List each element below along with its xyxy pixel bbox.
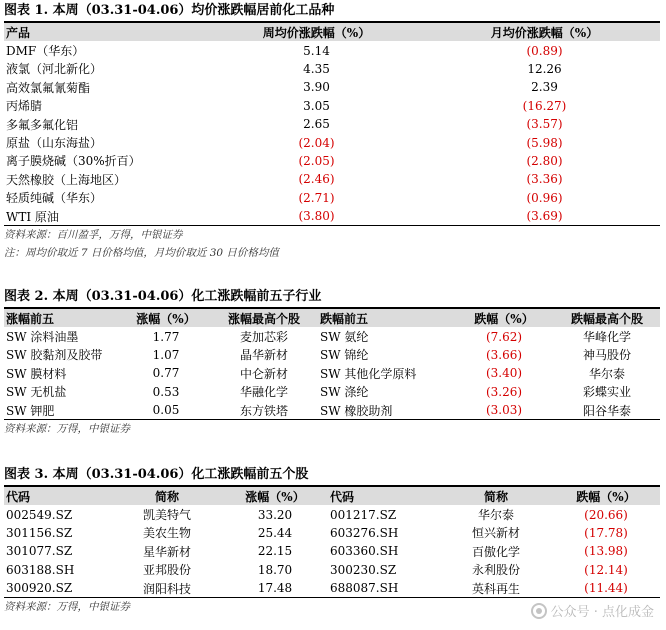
table2-section: [4, 288, 660, 438]
table1-title: 图表 1. 本周（03.31-04.06）均价涨跌幅居前化工品种: [4, 2, 660, 23]
weekly-change: (2.04): [298, 135, 335, 150]
gainer-pct: 22.15: [257, 544, 293, 559]
loser-pct: (12.14): [584, 562, 628, 577]
product-name: 多氟多氟化铝: [6, 117, 79, 132]
table3-header-row: [4, 487, 660, 505]
loser-top-stock: 彩蝶实业: [582, 385, 631, 400]
table3-row: [4, 542, 660, 560]
table1-row: [4, 78, 660, 96]
monthly-change: (0.96): [526, 190, 563, 205]
table3-section: [4, 466, 660, 616]
table2-row: [4, 401, 660, 420]
table3-header: 代码: [328, 487, 440, 505]
table1-row: [4, 60, 660, 78]
table1-row: [4, 170, 660, 188]
product-name: 高效氯氟氰菊酯: [6, 80, 91, 95]
loser-industry: SW 锦纶: [320, 348, 369, 363]
watermark: [531, 601, 654, 620]
loser-name: 英科再生: [440, 579, 552, 598]
weekly-change: 2.65: [303, 117, 330, 132]
monthly-change: (2.80): [526, 153, 563, 168]
table2-header: 涨幅最高个股: [210, 309, 318, 327]
table1-row: [4, 189, 660, 207]
loser-industry: SW 橡胶助剂: [318, 401, 454, 420]
loser-industry: SW 涤纶: [320, 385, 369, 400]
weekly-change: 3.05: [303, 98, 330, 113]
product-name: DMF（华东）: [6, 44, 85, 59]
gainer-industry: SW 钾肥: [4, 401, 122, 420]
gainer-name: 亚邦股份: [142, 563, 191, 578]
weekly-change: (2.05): [298, 153, 335, 168]
loser-top-stock: 阳谷华泰: [554, 401, 660, 420]
watermark-text: 公众号 · 点化成金: [550, 605, 654, 620]
loser-top-stock: 华峰化学: [582, 330, 631, 345]
gainer-top-stock: 晶华新材: [239, 348, 288, 363]
product-name: 轻质纯碱（华东）: [6, 191, 103, 206]
table3: [4, 487, 660, 598]
table1-header: 产品: [4, 23, 204, 41]
loser-top-stock: 神马股份: [582, 348, 631, 363]
wechat-icon: [531, 603, 547, 619]
gainer-pct: 1.77: [152, 329, 180, 344]
monthly-change: (3.57): [526, 117, 563, 132]
monthly-change: (5.98): [526, 135, 563, 150]
loser-industry: SW 其他化学原料: [320, 366, 417, 381]
weekly-change: (3.80): [204, 207, 429, 226]
gainer-code: 603188.SH: [6, 562, 75, 577]
gainer-pct: 17.48: [222, 579, 328, 598]
monthly-change: (3.36): [526, 172, 563, 187]
monthly-change: (0.89): [526, 43, 563, 58]
table1-note: 注：周均价取近 7 日价格均值，月均价取近 30 日价格均值: [4, 247, 279, 260]
table3-header: 涨幅（%）: [222, 487, 328, 505]
gainer-name: 星华新材: [142, 544, 191, 559]
table1: [4, 23, 660, 226]
table2-header: 跌幅前五: [318, 309, 454, 327]
loser-pct: (13.98): [584, 544, 628, 559]
loser-pct: (3.03): [454, 401, 554, 420]
table2-header: 涨幅（%）: [122, 309, 210, 327]
table2-row: [4, 383, 660, 401]
table1-source: 资料来源：百川盈孚，万得，中银证券: [4, 229, 183, 242]
gainer-industry: SW 无机盐: [6, 385, 67, 400]
table1-section: [4, 2, 660, 262]
gainer-name: 凯美特气: [142, 508, 191, 523]
product-name: 天然橡胶（上海地区）: [6, 172, 127, 187]
product-name: WTI 原油: [4, 207, 204, 226]
loser-industry: SW 氨纶: [320, 330, 369, 345]
gainer-top-stock: 东方铁塔: [210, 401, 318, 420]
gainer-name: 润阳科技: [112, 579, 222, 598]
table3-header: 代码: [4, 487, 112, 505]
weekly-change: 3.90: [303, 80, 330, 95]
loser-pct: (7.62): [485, 329, 523, 344]
loser-code: 603360.SH: [330, 544, 399, 559]
loser-pct: (3.66): [485, 347, 523, 362]
product-name: 离子膜烧碱（30%折百）: [6, 154, 141, 169]
table1-header: 周均价涨跌幅（%）: [204, 23, 429, 41]
monthly-change: 2.39: [531, 80, 558, 95]
table2-row: [4, 327, 660, 345]
gainer-pct: 1.07: [152, 347, 180, 362]
loser-code: 603276.SH: [330, 525, 399, 540]
table2: [4, 309, 660, 420]
loser-code: 688087.SH: [328, 579, 440, 598]
table2-row: [4, 346, 660, 364]
monthly-change: (16.27): [522, 98, 567, 113]
gainer-code: 002549.SZ: [6, 507, 73, 522]
table1-row: [4, 152, 660, 170]
loser-top-stock: 华尔泰: [588, 366, 625, 381]
loser-pct: (17.78): [584, 525, 628, 540]
gainer-industry: SW 涂料油墨: [6, 330, 79, 345]
table1-row: [4, 133, 660, 151]
table2-header: 跌幅（%）: [454, 309, 554, 327]
gainer-top-stock: 麦加芯彩: [239, 330, 288, 345]
table3-row: [4, 505, 660, 523]
monthly-change: 12.26: [527, 61, 562, 76]
table3-header: 跌幅（%）: [552, 487, 660, 505]
table1-row: [4, 207, 660, 226]
table1-row: [4, 115, 660, 133]
loser-name: 华尔泰: [477, 508, 514, 523]
loser-pct: (20.66): [584, 507, 628, 522]
loser-pct: (3.40): [485, 366, 523, 381]
weekly-change: 5.14: [303, 43, 330, 58]
product-name: 原盐（山东海盐）: [6, 136, 103, 151]
product-name: 丙烯腈: [6, 99, 43, 114]
gainer-code: 300920.SZ: [4, 579, 112, 598]
loser-pct: (3.26): [485, 384, 523, 399]
table3-title: 图表 3. 本周（03.31-04.06）化工涨跌幅前五个股: [4, 466, 660, 487]
loser-name: 永利股份: [471, 563, 520, 578]
gainer-pct: 33.20: [257, 507, 293, 522]
gainer-pct: 0.77: [152, 366, 180, 381]
table2-header: 涨幅前五: [4, 309, 122, 327]
loser-code: 300230.SZ: [330, 562, 397, 577]
table3-row: [4, 561, 660, 579]
table2-header: 跌幅最高个股: [554, 309, 660, 327]
monthly-change: (3.69): [429, 207, 660, 226]
loser-pct: (11.44): [552, 579, 660, 598]
table1-row: [4, 97, 660, 115]
table2-source: 资料来源：万得，中银证券: [4, 423, 130, 436]
table2-title: 图表 2. 本周（03.31-04.06）化工涨跌幅前五子行业: [4, 288, 660, 309]
table2-row: [4, 364, 660, 382]
gainer-pct: 25.44: [257, 525, 293, 540]
gainer-code: 301156.SZ: [6, 525, 73, 540]
loser-name: 百傲化学: [471, 544, 520, 559]
table2-header-row: [4, 309, 660, 327]
gainer-top-stock: 华融化学: [239, 385, 288, 400]
loser-name: 恒兴新材: [471, 526, 520, 541]
table1-header-row: [4, 23, 660, 41]
gainer-industry: SW 胶黏剂及胶带: [6, 348, 103, 363]
weekly-change: 4.35: [303, 61, 330, 76]
gainer-pct: 18.70: [257, 562, 293, 577]
table3-source: 资料来源：万得，中银证券: [4, 601, 130, 614]
table3-row: [4, 579, 660, 598]
table3-header: 简称: [440, 487, 552, 505]
gainer-pct: 0.53: [152, 384, 180, 399]
product-name: 液氯（河北新化）: [6, 62, 103, 77]
gainer-code: 301077.SZ: [6, 544, 73, 559]
gainer-top-stock: 中仑新材: [239, 366, 288, 381]
gainer-name: 美农生物: [142, 526, 191, 541]
gainer-pct: 0.05: [122, 401, 210, 420]
gainer-industry: SW 膜材料: [6, 366, 67, 381]
loser-code: 001217.SZ: [330, 507, 397, 522]
weekly-change: (2.46): [298, 172, 335, 187]
table1-row: [4, 41, 660, 59]
table3-header: 简称: [112, 487, 222, 505]
weekly-change: (2.71): [298, 190, 335, 205]
table1-header: 月均价涨跌幅（%）: [429, 23, 660, 41]
table3-row: [4, 524, 660, 542]
